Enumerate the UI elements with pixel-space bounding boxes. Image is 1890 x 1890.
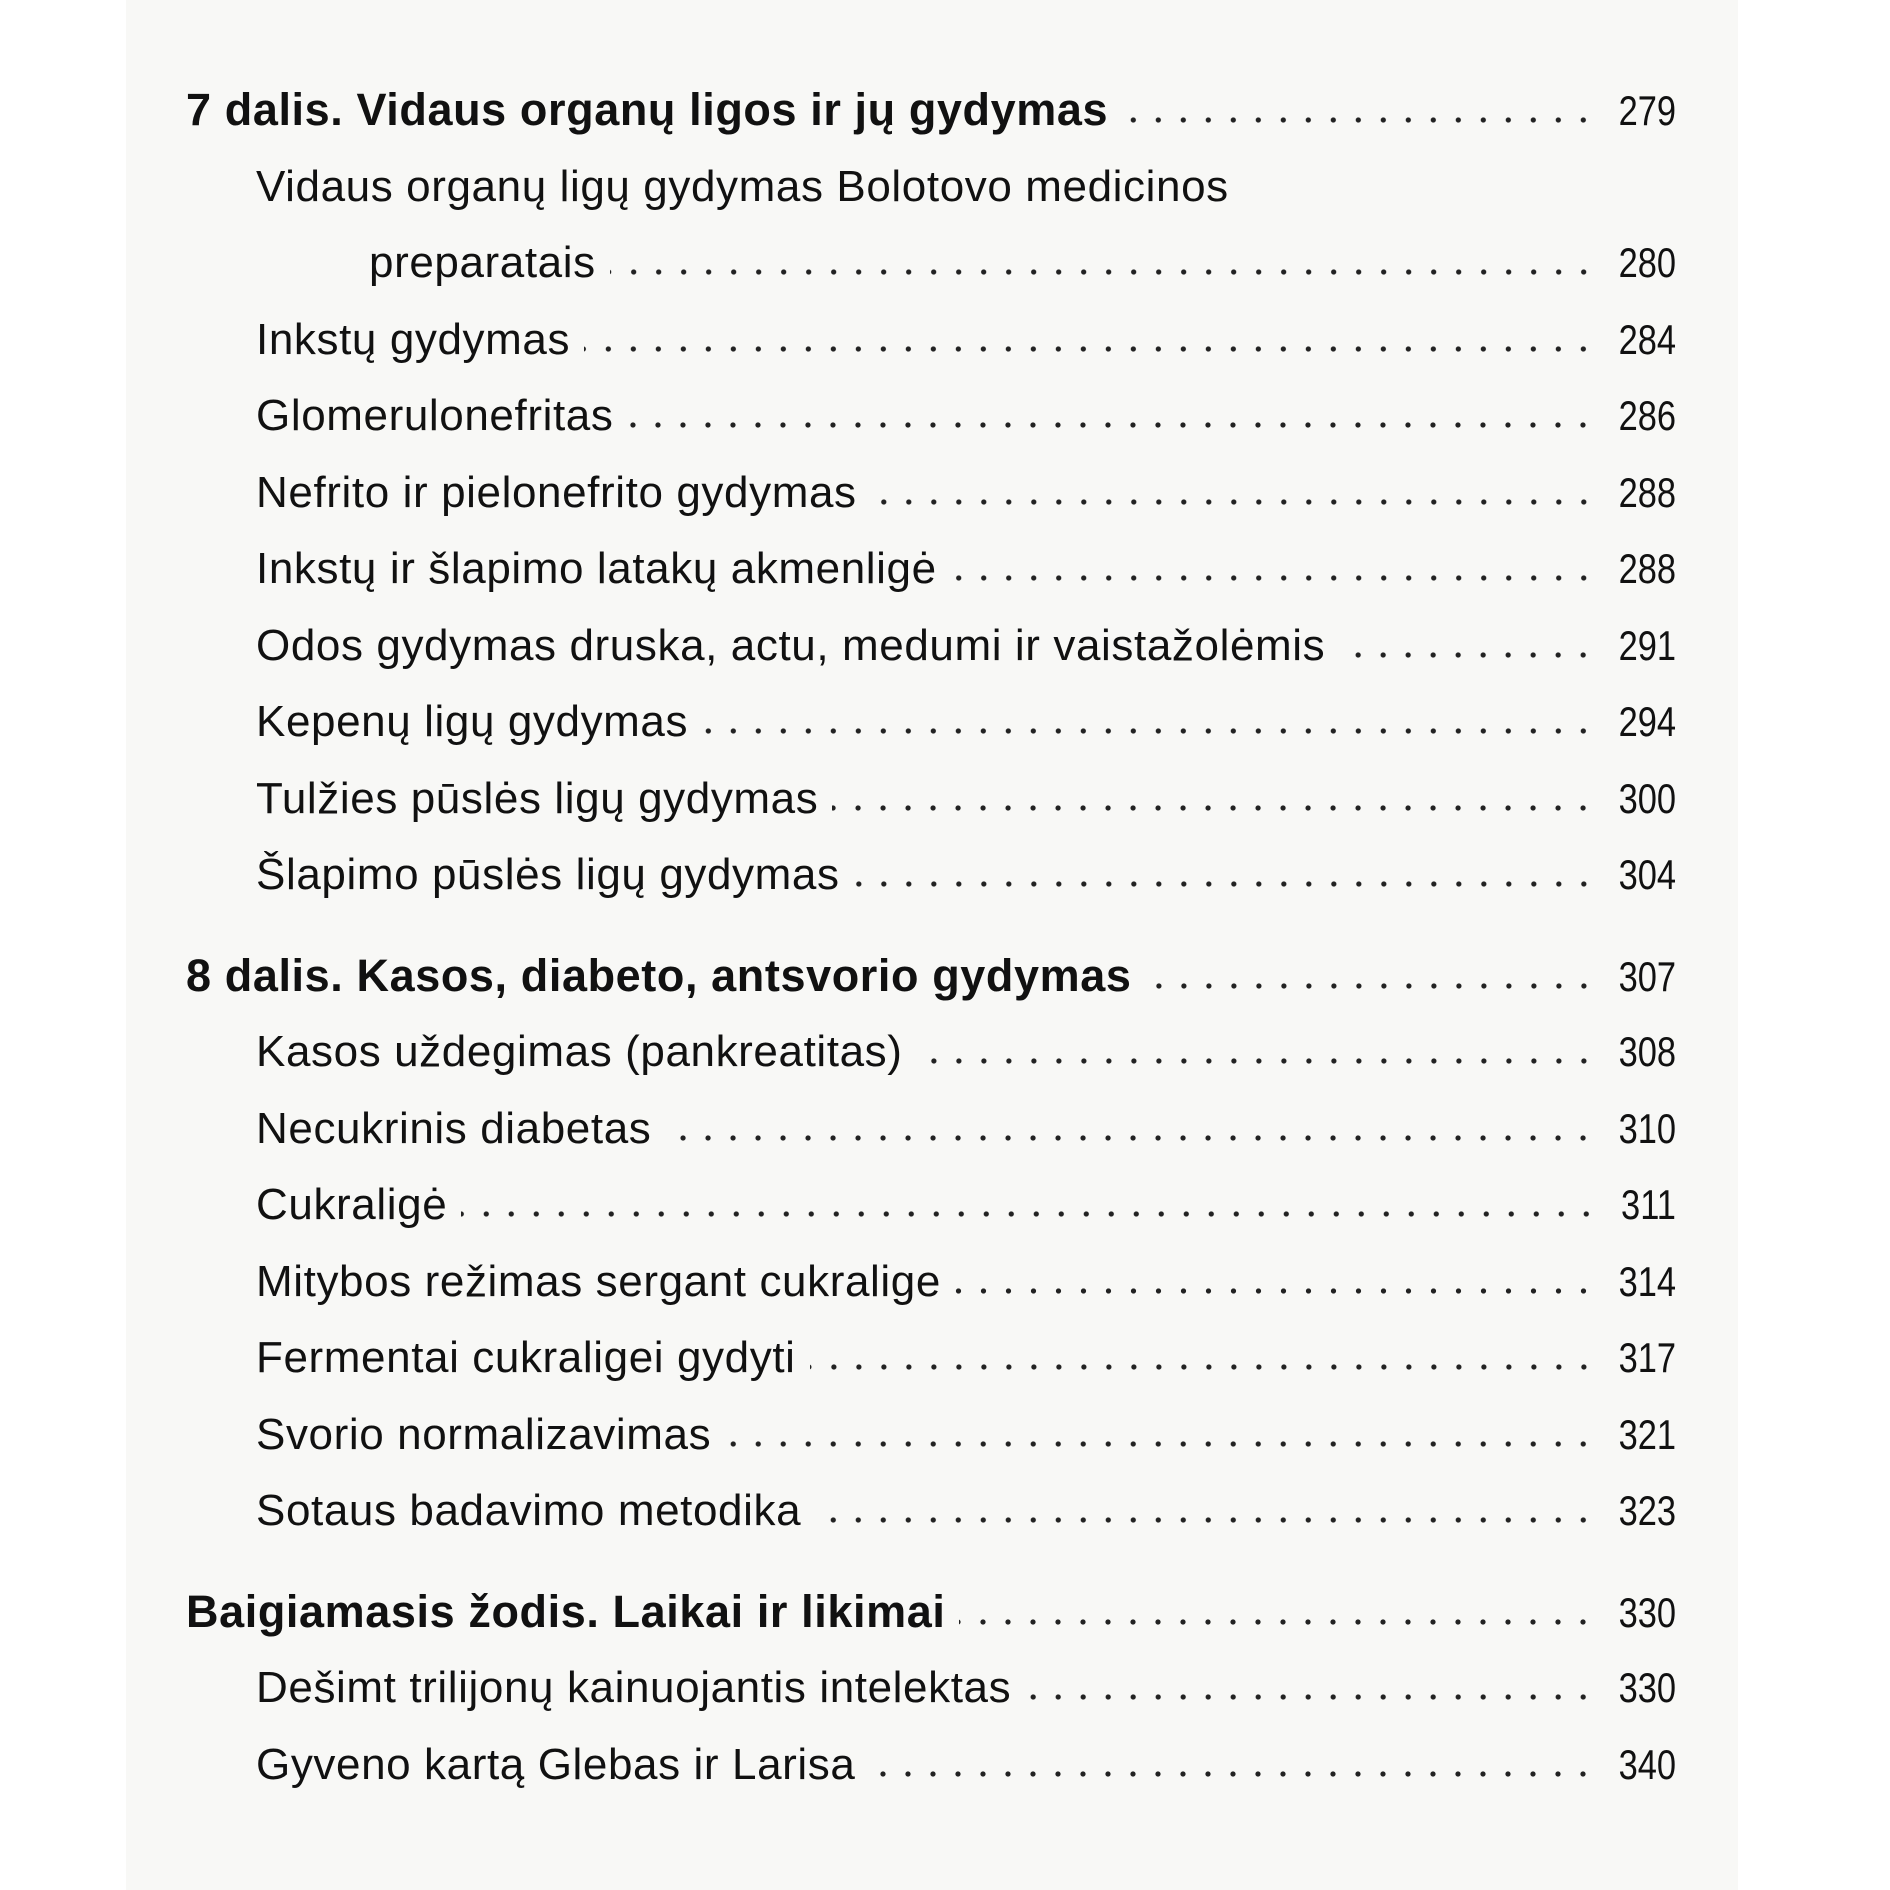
toc-entry <box>186 1650 1676 1727</box>
toc-entry <box>186 378 1676 455</box>
toc-entry <box>186 1473 1676 1550</box>
dot-leader <box>917 1056 1596 1066</box>
toc-page-number: 286 <box>1618 392 1676 439</box>
toc-entry-title: Odos gydymas druska, actu, medumi ir vaistažolėmis <box>256 620 1326 670</box>
toc-page-number: 279 <box>1618 87 1676 134</box>
toc-entry-title: Gyveno kartą Glebas ir Larisa <box>256 1739 856 1789</box>
toc-page-number: 314 <box>1618 1257 1676 1305</box>
toc-page-number: 317 <box>1618 1334 1676 1381</box>
toc-page-number: 321 <box>1618 1410 1676 1458</box>
toc-page-number: 307 <box>1618 952 1676 1000</box>
dot-leader <box>627 420 1595 430</box>
toc-page-number: 304 <box>1618 851 1676 898</box>
toc-page-number: 291 <box>1618 621 1676 669</box>
toc-entry-title: Inkstų ir šlapimo latakų akmenligė <box>256 544 937 593</box>
toc-page-number: 340 <box>1618 1740 1676 1788</box>
toc-entry-title: Vidaus organų ligų gydymas Bolotovo medicinos <box>256 161 1229 211</box>
toc-page-number: 310 <box>1618 1104 1676 1152</box>
toc-entry <box>186 1320 1676 1397</box>
toc-entry <box>186 1167 1676 1244</box>
dot-leader <box>702 726 1596 736</box>
toc-entry <box>186 837 1676 914</box>
toc-page-number: 308 <box>1618 1028 1676 1075</box>
book-page <box>126 0 1738 1890</box>
toc-entry <box>186 1091 1676 1168</box>
toc-entry-title: Kepenų ligų gydymas <box>256 697 689 746</box>
toc-entry <box>186 225 1676 302</box>
toc-entry-title: Dešimt trilijonų kainuojantis intelektas <box>256 1663 1012 1712</box>
dot-leader <box>1339 650 1596 660</box>
toc-part-heading <box>186 72 1676 149</box>
toc-entry-title: Glomerulonefritas <box>256 391 614 440</box>
dot-leader <box>869 1769 1595 1779</box>
toc-page-number: 323 <box>1618 1487 1676 1534</box>
toc-entry <box>186 761 1676 838</box>
toc-entry <box>186 1397 1676 1474</box>
toc-part-heading <box>186 1574 1676 1651</box>
section-spacer <box>186 1550 1676 1574</box>
toc-entry <box>186 455 1676 532</box>
toc-entry-title: Sotaus badavimo metodika <box>256 1486 802 1535</box>
dot-leader <box>1146 981 1596 991</box>
toc-part-title: 8 dalis. Kasos, diabeto, antsvorio gydymas <box>186 949 1132 1001</box>
toc-entry <box>186 608 1676 685</box>
toc-entry <box>186 531 1676 608</box>
dot-leader <box>810 1362 1596 1372</box>
dot-leader <box>584 344 1596 354</box>
toc-page-number: 280 <box>1618 239 1676 286</box>
toc-part-title: Baigiamasis žodis. Laikai ir likimai <box>186 1585 946 1637</box>
toc-entry <box>186 1014 1676 1091</box>
dot-leader <box>959 1617 1596 1627</box>
toc-entry <box>186 149 1676 226</box>
section-spacer <box>186 914 1676 938</box>
dot-leader <box>725 1439 1596 1449</box>
toc-entry <box>186 1244 1676 1321</box>
toc-entry <box>186 1727 1676 1804</box>
toc-part-heading <box>186 938 1676 1015</box>
toc-page-number: 288 <box>1618 468 1676 516</box>
toc-entry-title: Necukrinis diabetas <box>256 1103 652 1153</box>
dot-leader <box>1025 1692 1596 1702</box>
dot-leader <box>815 1515 1596 1525</box>
toc-entry-title: Šlapimo pūslės ligų gydymas <box>256 850 840 899</box>
toc-entry-title: Mitybos režimas sergant cukralige <box>256 1256 941 1306</box>
toc-entry <box>186 302 1676 379</box>
toc-page-number: 330 <box>1618 1588 1676 1636</box>
toc-entry-title: preparatais <box>369 238 596 287</box>
dot-leader <box>871 497 1596 507</box>
toc-page-number: 311 <box>1621 1181 1676 1228</box>
table-of-contents <box>186 72 1676 1803</box>
dot-leader <box>1122 115 1596 125</box>
dot-leader <box>610 267 1596 277</box>
dot-leader <box>665 1133 1596 1143</box>
toc-page-number: 294 <box>1618 698 1676 745</box>
toc-entry <box>186 684 1676 761</box>
dot-leader <box>955 1286 1596 1296</box>
toc-page-number: 300 <box>1618 774 1676 822</box>
toc-entry-title: Svorio normalizavimas <box>256 1409 712 1459</box>
toc-entry-title: Kasos uždegimas (pankreatitas) <box>256 1027 903 1076</box>
toc-entry-title: Inkstų gydymas <box>256 314 571 364</box>
toc-page-number: 330 <box>1618 1664 1676 1711</box>
toc-entry-title: Cukraligė <box>256 1180 448 1229</box>
dot-leader <box>951 573 1596 583</box>
toc-part-title: 7 dalis. Vidaus organų ligos ir jų gydymas <box>186 84 1109 135</box>
toc-page-number: 288 <box>1618 545 1676 592</box>
dot-leader <box>854 879 1596 889</box>
dot-leader <box>832 803 1596 813</box>
toc-entry-title: Nefrito ir pielonefrito gydymas <box>256 467 857 517</box>
dot-leader <box>461 1209 1599 1219</box>
toc-entry-title: Fermentai cukraligei gydyti <box>256 1333 796 1382</box>
toc-entry-title: Tulžies pūslės ligų gydymas <box>256 773 819 823</box>
toc-page-number: 284 <box>1618 315 1676 363</box>
